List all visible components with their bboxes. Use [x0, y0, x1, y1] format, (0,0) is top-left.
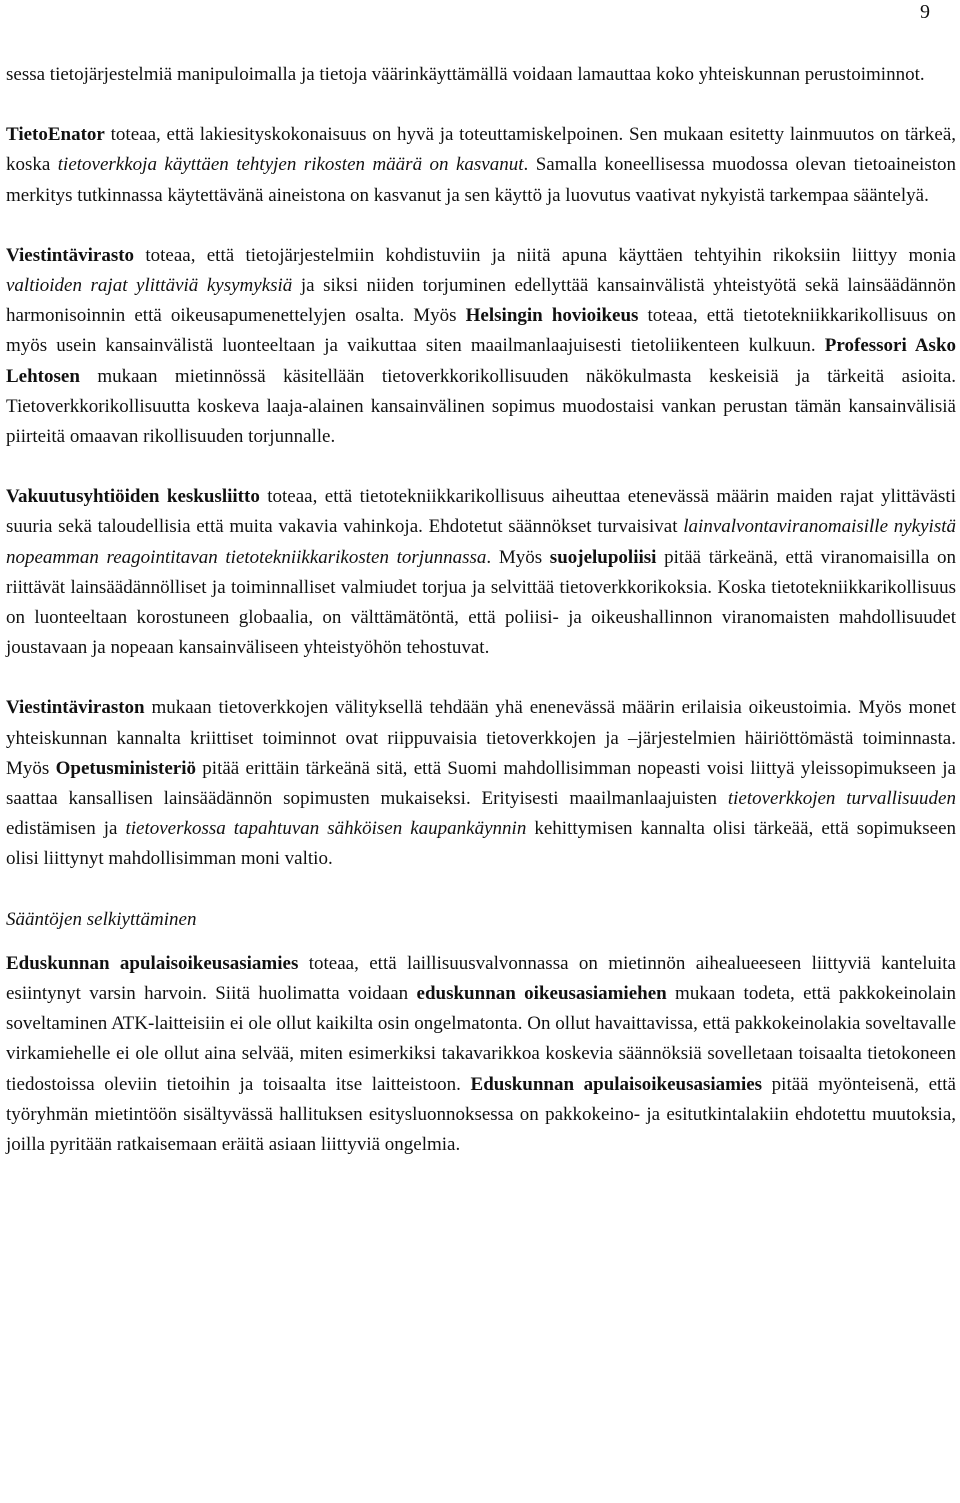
italic-text-run: tietoverkossa tapahtuvan sähköisen kaupankäynnin — [125, 818, 527, 840]
bold-text-run: Vakuutusyhtiöiden keskusliitto — [6, 486, 260, 508]
text-run: kehittymisen kannalta olisi tärkeää, että sopimukseen olisi liittynyt mahdollisimman moni valtio. — [6, 818, 956, 870]
paragraph-tietoenator — [6, 120, 956, 211]
bold-text-run: Helsingin hovioikeus — [465, 305, 639, 327]
bold-text-run: suojelupoliisi — [549, 546, 657, 568]
italic-text-run: lainvalvontaviranomaisille nykyistä nopeamman reagointitavan tietotekniikkarikosten torjunnassa — [6, 516, 956, 568]
text-run: mukaan mietinnössä käsitellään tietoverkkorikollisuuden näkökulmasta keskeisiä ja tärkeitä asioita. Tietoverkkorikollisuutta koskeva laaja-alainen kansainvälinen sopimus muodostaisi vankan perustan tämän kansainvälisiä piirteitä omaavan rikollisuuden torjunnalle. — [6, 365, 956, 448]
page-number: 9 — [920, 1, 930, 23]
text-run: toteaa, että lakiesityskokonaisuus on hyvä ja toteuttamiskelpoinen. Sen mukaan esitetty lainmuutos on tärkeä, koska — [6, 124, 956, 176]
italic-text-run: valtioiden rajat ylittäviä kysymyksiä — [6, 275, 293, 297]
text-run: . Samalla koneellisessa muodossa olevan tietoaineiston merkitys tutkinnassa käytettävänä aineistona on kasvanut ja sen käyttö ja luovutus vaativat nykyistä tarkempaa sääntelyä. — [6, 154, 956, 206]
bold-text-run: Viestintävirasto — [6, 244, 135, 266]
bold-text-run: TietoEnator — [6, 124, 105, 146]
paragraph-apulaisoikeusasiamies — [6, 949, 956, 1160]
document-body — [6, 60, 956, 1190]
bold-text-run: Eduskunnan apulaisoikeusasiamies — [6, 952, 299, 974]
text-run: . Myös — [486, 546, 550, 568]
paragraph-vakuutusyhtiot — [6, 482, 956, 663]
text-run: toteaa, että tietojärjestelmiin kohdistuviin ja niitä apuna käyttäen tehtyihin rikoksiin liittyy monia — [134, 244, 956, 266]
paragraph-viestintaviraston — [6, 693, 956, 874]
text-run: sessa tietojärjestelmiä manipuloimalla ja tietoja väärinkäyttämällä voidaan lamauttaa koko yhteiskunnan perustoiminnot. — [6, 64, 925, 85]
text-run: mukaan tietoverkkojen välityksellä tehdään yhä enenevässä määrin erilaisia oikeustoimia. Myös monet yhteiskunnan kannalta kriittiset toiminnot ovat riippuvaisia tietoverkkojen ja –järjestelmien häiriöttömästä toiminnasta. Myös — [6, 697, 956, 779]
paragraph-viestintavirasto — [6, 241, 956, 452]
text-run: pitää myönteisenä, että työryhmän mietintöön sisältyvässä hallituksen esitysluonnoksessa on pakkokeino- ja esitutkintalakiin ehdotettu muutoksia, joilla pyritään ratkaisemaan eräitä asiaan liittyviä ongelmia. — [6, 1073, 956, 1156]
bold-text-run: Viestintäviraston — [6, 697, 145, 719]
text-run: edistämisen ja — [6, 818, 126, 840]
section-heading: Sääntöjen selkiyttäminen — [6, 908, 197, 930]
paragraph-1 — [6, 60, 956, 90]
bold-text-run: Professori Asko Lehtosen — [6, 335, 957, 387]
text-run: ja siksi niiden torjuminen edellyttää kansainvälistä yhteistyötä sekä lainsäädännön harmonisoinnin että oikeusapumenettelyjen osalta. Myös — [6, 275, 956, 327]
text-run: toteaa, että tietotekniikkarikollisuus aiheuttaa etenevässä määrin maiden rajat ylittävästi suuria sekä taloudellisia että muita vakavia vahinkoja. Ehdotetut säännökset turvaisivat — [6, 486, 956, 538]
bold-text-run: Eduskunnan apulaisoikeusasiamies — [470, 1073, 763, 1095]
italic-text-run: tietoverkkojen turvallisuuden — [727, 788, 956, 810]
text-run: mukaan todeta, että pakkokeinolain soveltaminen ATK-laitteisiin ei ole ollut kaikilta osin ongelmatonta. On ollut havaittavissa, että pakkokeinolakia soveltavalle virkamiehelle ei ole ollut aina selvää, miten esimerkiksi takavarikkoa koskevia säännöksiä sovelletaan toisaalta tietokoneen tiedostoissa oleviin tietoihin ja toisaalta itse laitteistoon. — [6, 983, 956, 1095]
bold-text-run: Opetusministeriö — [55, 757, 196, 779]
text-run: pitää erittäin tärkeänä sitä, että Suomi mahdollisimman nopeasti voisi liittyä yleissopimukseen ja saattaa kansallisen lainsäädännön sopimusten mukaiseksi. Erityisesti maailmanlaajuisten — [6, 757, 956, 810]
text-run: toteaa, että tietotekniikkarikollisuus on myös usein kansainvälistä luonteeltaan ja vaikuttaa siten maailmanlaajuisesti tietoliikenteen kulkuun. — [6, 305, 956, 357]
text-run: toteaa, että laillisuusvalvonnassa on mietinnön aihealueeseen liittyviä kanteluita esiintynyt varsin harvoin. Siitä huolimatta voidaan — [6, 952, 956, 1005]
text-run: pitää tärkeänä, että viranomaisilla on riittävät lainsäädännölliset ja toiminnalliset valmiudet torjua ja selvittää tietoverkkorikoksia. Koska tietotekniikkarikollisuus on luonteeltaan korostuneen globaalia, on välttämätöntä, että poliisi- ja oikeushallinnon viranomaisten mahdollisuudet joustavaan ja nopeaan kansainväliseen yhteistyöhön tehostuvat. — [6, 546, 956, 659]
italic-text-run: tietoverkkoja käyttäen tehtyjen rikosten määrä on kasvanut — [57, 154, 524, 176]
bold-text-run: eduskunnan oikeusasiamiehen — [416, 983, 667, 1005]
